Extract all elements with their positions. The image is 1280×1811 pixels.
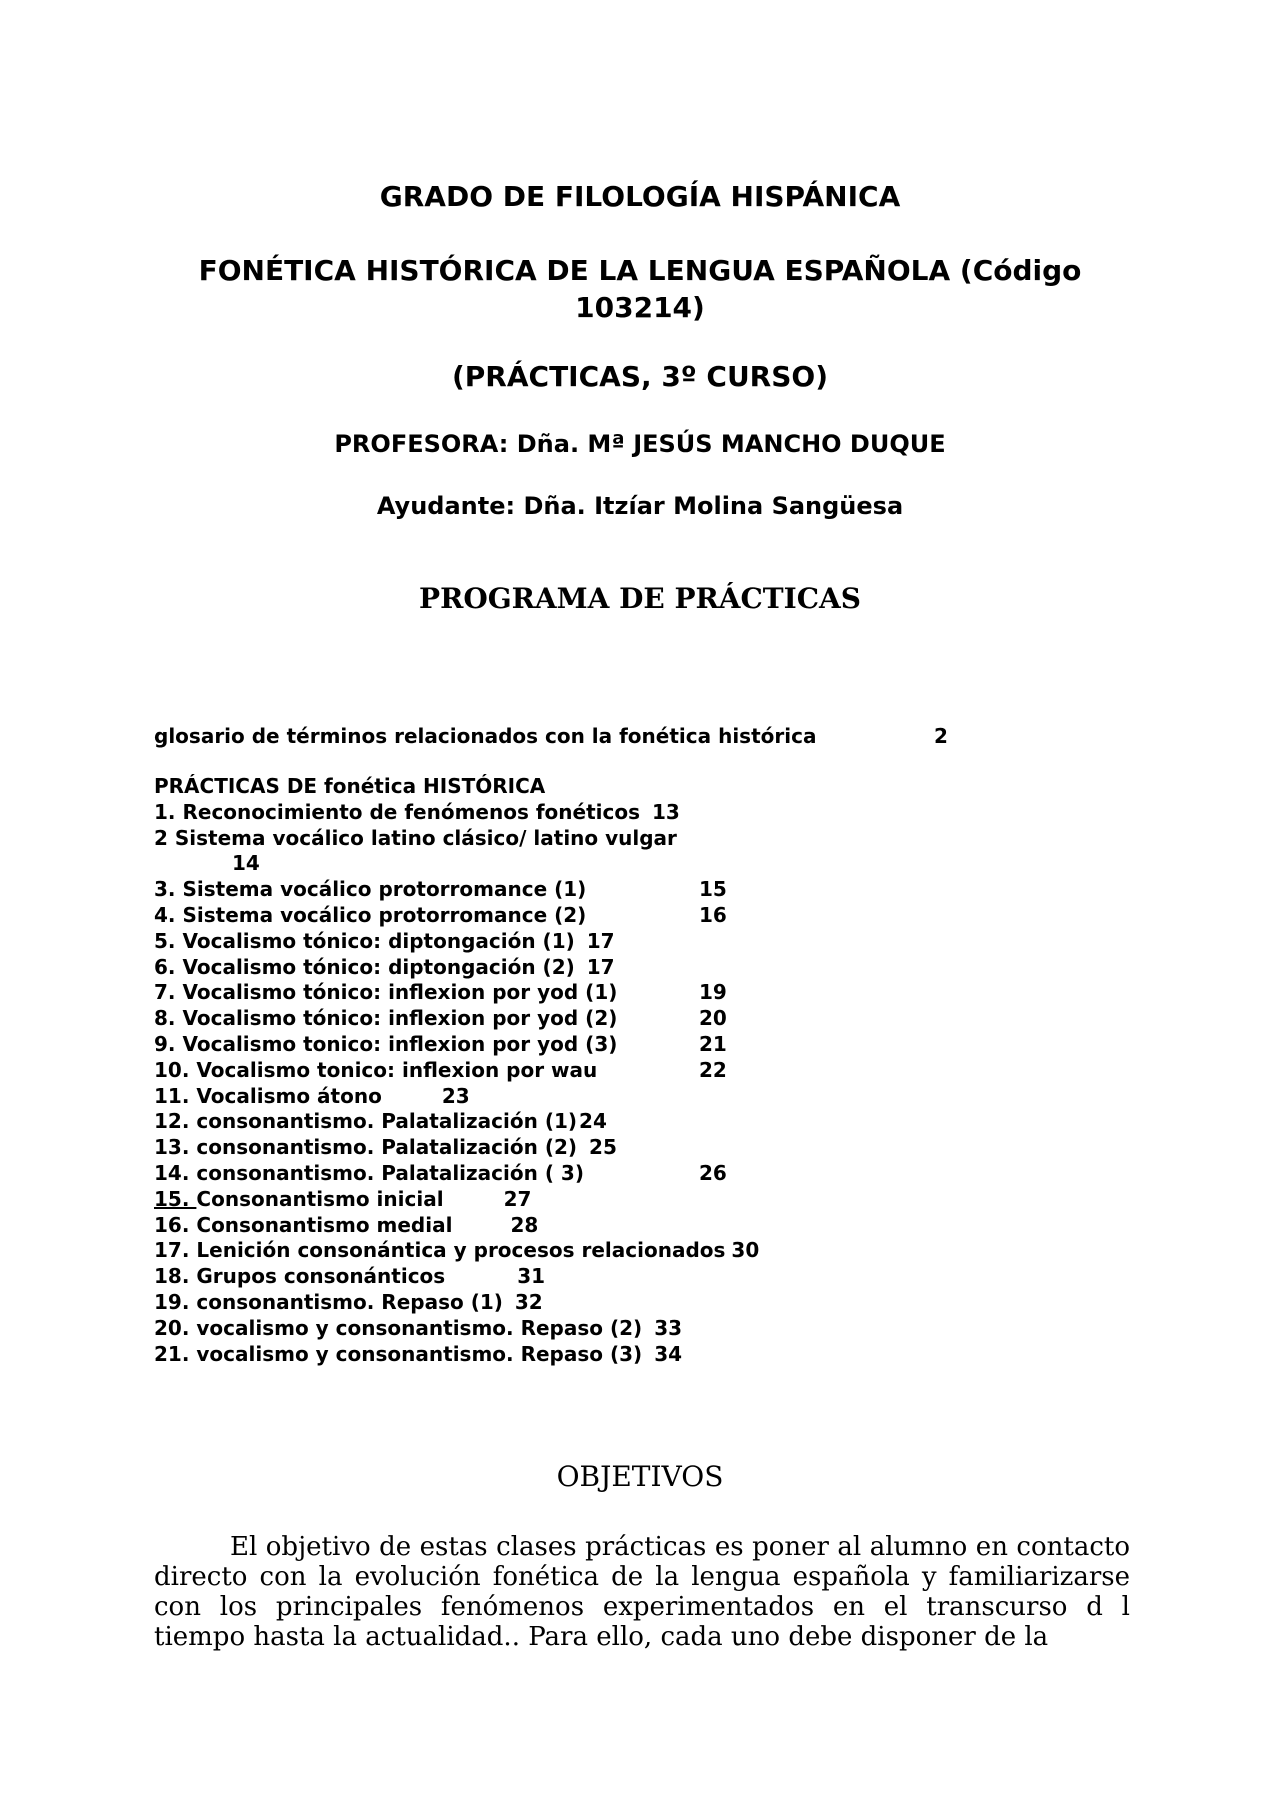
toc-item bbox=[154, 903, 759, 929]
toc-item-page: 22 bbox=[699, 1057, 727, 1082]
toc-item bbox=[154, 877, 759, 903]
assistant-line: Ayudante: Dña. Itzíar Molina Sangüesa bbox=[376, 492, 904, 520]
toc-item-label: 11. Vocalismo átono bbox=[154, 1083, 382, 1108]
toc-item bbox=[154, 1316, 759, 1342]
toc-item-page: 27 bbox=[503, 1186, 532, 1211]
toc-item-label: 10. Vocalismo tonico: inflexion por wau bbox=[154, 1057, 598, 1082]
toc-item-page: 19 bbox=[699, 980, 727, 1005]
toc-item-page: 14 bbox=[232, 851, 260, 876]
toc-item bbox=[154, 1187, 759, 1213]
toc-item bbox=[154, 826, 759, 878]
toc-item-page: 17 bbox=[586, 928, 615, 953]
toc-item bbox=[154, 800, 759, 826]
toc-item-label: 9. Vocalismo tonico: inflexion por yod (3) bbox=[154, 1031, 618, 1056]
toc-item-page: 23 bbox=[441, 1083, 470, 1108]
toc-item-label: 6. Vocalismo tónico: diptongación (2) bbox=[154, 954, 575, 979]
course-heading bbox=[150, 252, 1130, 326]
objetivos-paragraph: El objetivo de estas clases prácticas es poner al alumno en contacto directo con la evolución fonética de la lengua española y familiarizarse con los principales fenómenos experimentados en el transcurso d l tiempo hasta la actualidad.. Para ello, cada uno debe disponer de la bbox=[154, 1532, 1130, 1652]
toc-item bbox=[154, 955, 759, 981]
toc-item-label: 12. consonantismo. Palatalización (1) bbox=[154, 1109, 578, 1134]
toc-glossary-label: glosario de términos relacionados con la fonética histórica bbox=[154, 724, 817, 748]
toc-item-page: 24 bbox=[579, 1109, 607, 1134]
toc-item bbox=[154, 1109, 759, 1135]
toc-item-label: 21. vocalismo y consonantismo. Repaso (3) bbox=[154, 1341, 643, 1366]
toc-item-page: 26 bbox=[699, 1160, 727, 1185]
toc-item bbox=[154, 1290, 759, 1316]
toc-item-label: 20. vocalismo y consonantismo. Repaso (2) bbox=[154, 1315, 643, 1340]
toc-item-page: 15 bbox=[699, 877, 727, 902]
toc-item-page: 20 bbox=[699, 1006, 727, 1031]
toc-item-page: 16 bbox=[699, 902, 727, 927]
course-heading-line1: FONÉTICA HISTÓRICA DE LA LENGUA ESPAÑOLA (Código bbox=[198, 254, 1082, 287]
toc-item bbox=[154, 1084, 759, 1110]
toc-item bbox=[154, 1213, 759, 1239]
toc-item-label: 13. consonantismo. Palatalización (2) bbox=[154, 1135, 578, 1160]
toc-item-number: 15. bbox=[154, 1186, 197, 1211]
toc-item bbox=[154, 929, 759, 955]
toc-item bbox=[154, 1238, 759, 1264]
toc-item bbox=[154, 1006, 759, 1032]
toc-item bbox=[154, 1342, 759, 1368]
toc-item-page: 25 bbox=[589, 1135, 617, 1160]
toc-item-page: 13 bbox=[652, 799, 680, 824]
toc-item-label: 1. Reconocimiento de fenómenos fonéticos bbox=[154, 799, 640, 824]
toc-item-label: 18. Grupos consonánticos bbox=[154, 1264, 446, 1289]
toc-glossary-entry bbox=[154, 724, 816, 748]
toc-item-label: 7. Vocalismo tónico: inflexion por yod (1) bbox=[154, 980, 618, 1005]
toc-item-page: 28 bbox=[510, 1212, 539, 1237]
toc-item bbox=[154, 1058, 759, 1084]
course-heading-line2: 103214) bbox=[575, 291, 705, 324]
toc-item-label: 4. Sistema vocálico protorromance (2) bbox=[154, 902, 587, 927]
objetivos-heading: OBJETIVOS bbox=[556, 1460, 724, 1493]
toc-item bbox=[154, 1032, 759, 1058]
toc-item bbox=[154, 1135, 759, 1161]
toc-item-label: 3. Sistema vocálico protorromance (1) bbox=[154, 877, 587, 902]
toc-item-label: 19. consonantismo. Repaso (1) bbox=[154, 1289, 503, 1314]
toc-item-label: 14. consonantismo. Palatalización ( 3) bbox=[154, 1160, 584, 1185]
toc-item-page: 31 bbox=[517, 1264, 546, 1289]
toc-item-page: 32 bbox=[514, 1289, 543, 1314]
degree-heading: GRADO DE FILOLOGÍA HISPÁNICA bbox=[379, 180, 901, 213]
toc-list bbox=[154, 774, 759, 1367]
toc-item bbox=[154, 980, 759, 1006]
practicas-heading: (PRÁCTICAS, 3º CURSO) bbox=[451, 360, 829, 393]
toc-item-label: 16. Consonantismo medial bbox=[154, 1212, 453, 1237]
toc-item bbox=[154, 1264, 759, 1290]
toc-glossary-page: 2 bbox=[934, 724, 948, 748]
professor-line: PROFESORA: Dña. Mª JESÚS MANCHO DUQUE bbox=[334, 430, 946, 458]
toc-item-page: 34 bbox=[654, 1341, 683, 1366]
toc-item-label: 5. Vocalismo tónico: diptongación (1) bbox=[154, 928, 575, 953]
toc-section-heading: PRÁCTICAS DE fonética HISTÓRICA bbox=[154, 774, 546, 798]
toc-item-label: Consonantismo inicial bbox=[196, 1186, 444, 1211]
toc-item-label: 2 Sistema vocálico latino clásico/ latino vulgar bbox=[154, 825, 677, 850]
toc-item-page: 21 bbox=[699, 1031, 727, 1056]
toc-item bbox=[154, 1161, 759, 1187]
toc-item-page: 33 bbox=[654, 1315, 683, 1340]
toc-item-label: 17. Lenición consonántica y procesos relacionados bbox=[154, 1238, 726, 1263]
toc-item-page: 30 bbox=[731, 1238, 760, 1263]
toc-item-page: 17 bbox=[586, 954, 615, 979]
program-title: PROGRAMA DE PRÁCTICAS bbox=[419, 582, 861, 615]
toc-item-label: 8. Vocalismo tónico: inflexion por yod (2) bbox=[154, 1006, 618, 1031]
